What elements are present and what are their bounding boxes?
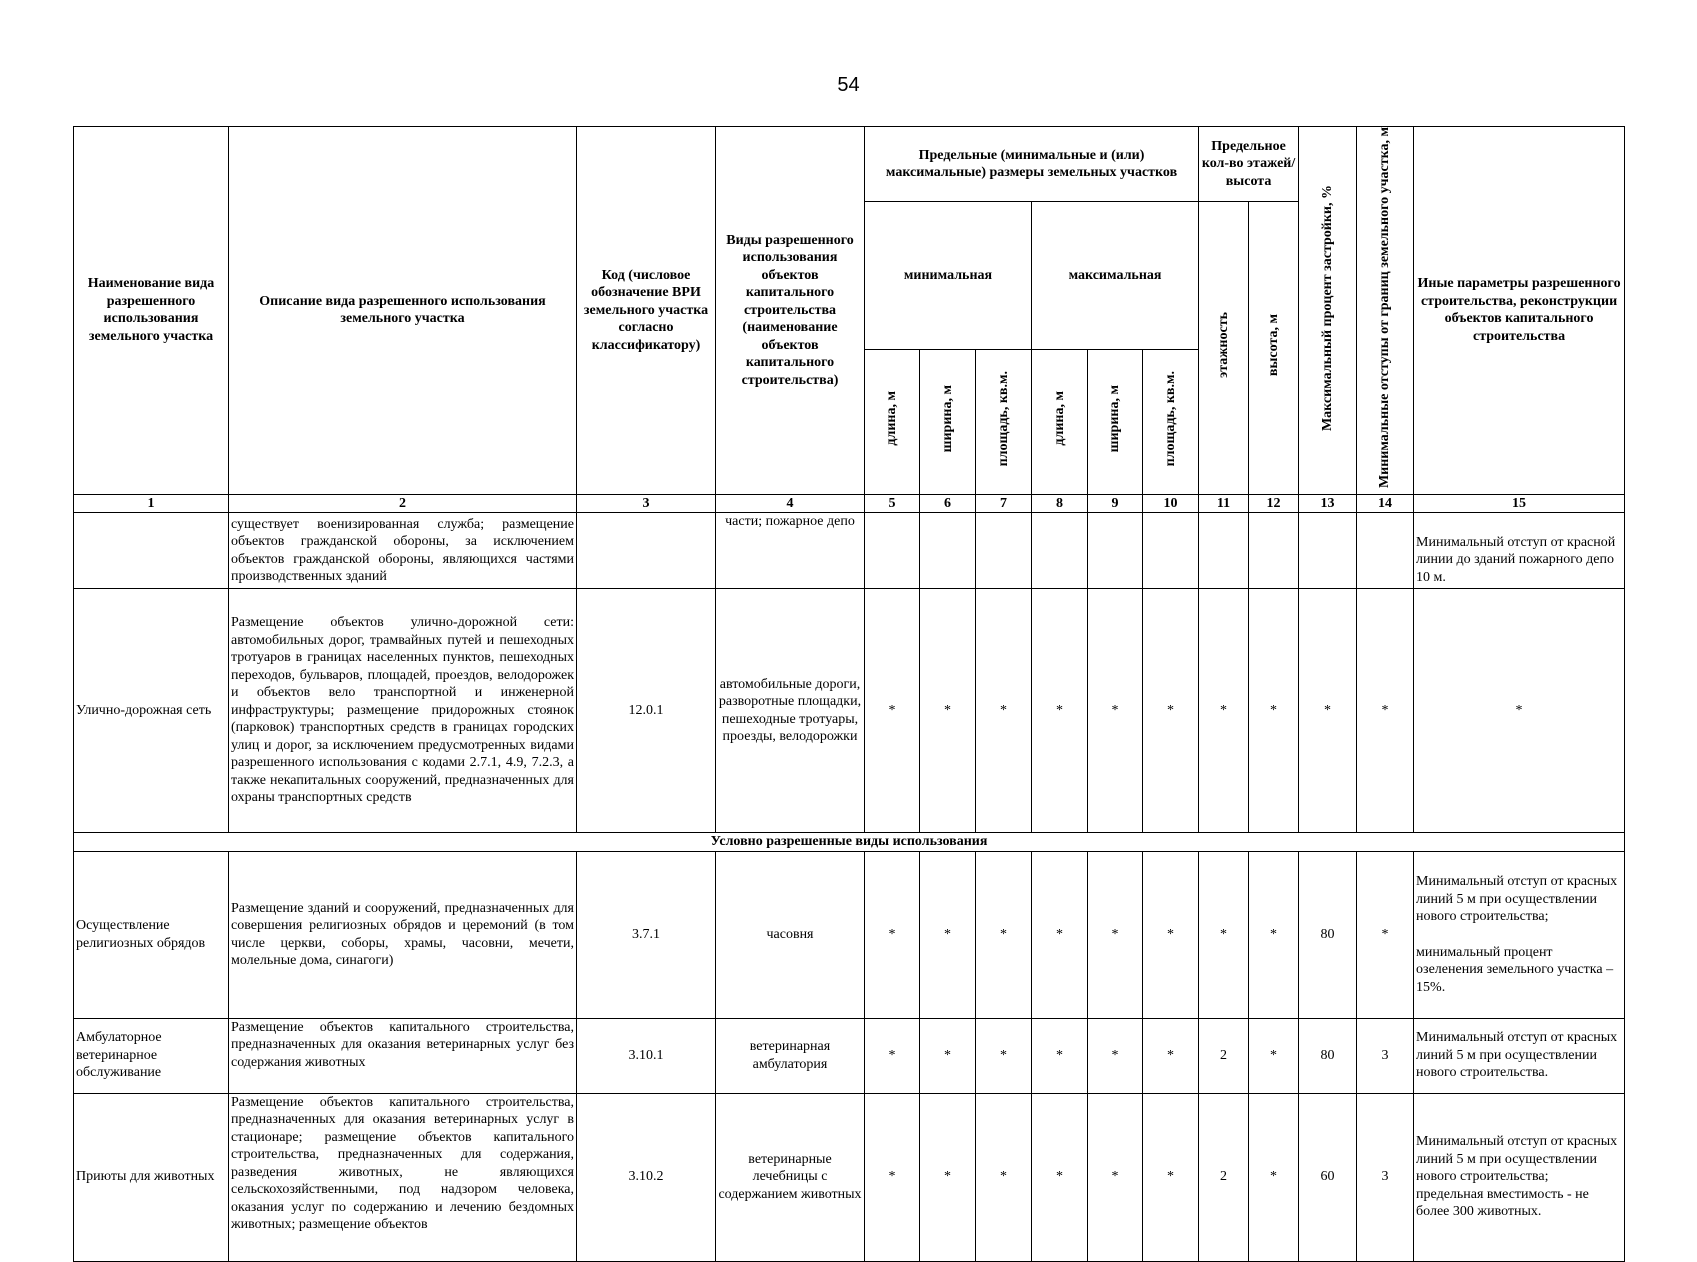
header-floors-height: Предельное кол-во этажей/ высота — [1199, 127, 1299, 202]
row-value: * — [1199, 851, 1249, 1018]
row-code: 3.10.2 — [577, 1093, 716, 1261]
row-value: * — [920, 1018, 976, 1093]
col-num: 5 — [865, 494, 920, 513]
row-name: Осуществление религиозных обрядов — [74, 851, 229, 1018]
column-number-row — [74, 494, 1625, 513]
col-num: 7 — [976, 494, 1032, 513]
row-code: 3.10.1 — [577, 1018, 716, 1093]
header-max-area: площадь, кв.м. — [1143, 349, 1199, 494]
row-value: * — [1143, 589, 1199, 833]
row-value: * — [1032, 1093, 1088, 1261]
row-value: 60 — [1299, 1093, 1357, 1261]
other-param-line: Минимальный отступ от красных линий 5 м при осуществлении нового строительства; — [1416, 1134, 1618, 1185]
row-kinds: части; пожарное депо — [716, 513, 865, 589]
section-row — [74, 833, 1625, 852]
table-row — [74, 1018, 1625, 1093]
row-value — [1249, 513, 1299, 589]
row-value: * — [920, 589, 976, 833]
header-min-width: ширина, м — [920, 349, 976, 494]
header-max-width: ширина, м — [1088, 349, 1143, 494]
table-row — [74, 513, 1625, 589]
col-num: 2 — [229, 494, 577, 513]
header-maximum: максимальная — [1032, 202, 1199, 350]
zoning-regulations-table — [73, 126, 1625, 1262]
row-other-params — [1414, 851, 1625, 1018]
row-code — [577, 513, 716, 589]
row-value: * — [976, 1093, 1032, 1261]
row-description: существует военизированная служба; размещение объектов гражданской обороны, за исключением объектов гражданской обороны, являющихся частями производственных зданий — [229, 513, 577, 589]
row-name: Амбулаторное ветеринарное обслуживание — [74, 1018, 229, 1093]
col-num: 15 — [1414, 494, 1625, 513]
other-param-line: предельная вместимость - не более 300 животных. — [1416, 1186, 1589, 1220]
row-value — [1299, 513, 1357, 589]
row-value: * — [865, 1093, 920, 1261]
row-value: 3 — [1357, 1018, 1414, 1093]
row-other-params: Минимальный отступ от красной линии до зданий пожарного депо 10 м. — [1414, 513, 1625, 589]
header-height: высота, м — [1249, 202, 1299, 495]
table-row — [74, 589, 1625, 833]
row-value — [1032, 513, 1088, 589]
col-num: 4 — [716, 494, 865, 513]
header-row-1 — [74, 127, 1625, 202]
row-value: * — [1032, 1018, 1088, 1093]
col-num: 12 — [1249, 494, 1299, 513]
row-other-params — [1414, 1093, 1625, 1261]
row-name: Улично-дорожная сеть — [74, 589, 229, 833]
row-value: * — [1088, 1018, 1143, 1093]
row-value: 3 — [1357, 1093, 1414, 1261]
row-value: * — [1249, 589, 1299, 833]
row-value: * — [976, 589, 1032, 833]
row-value: * — [1088, 589, 1143, 833]
other-param-line: Минимальный отступ от красных линий 5 м при осуществлении нового строительства; — [1416, 874, 1618, 925]
row-code: 3.7.1 — [577, 851, 716, 1018]
section-title: Условно разрешенные виды использования — [74, 833, 1625, 852]
col-num: 1 — [74, 494, 229, 513]
row-description: Размещение зданий и сооружений, предназначенных для совершения религиозных обрядов и церемоний (в том числе церкви, соборы, храмы, часовни, мечети, молельные дома, синагоги) — [229, 851, 577, 1018]
header-kinds: Виды разрешенного использования объектов капитального строительства (наименование объектов капитального строительства) — [716, 127, 865, 495]
row-value: * — [1143, 851, 1199, 1018]
header-min-setbacks: Минимальные отступы от границ земельного участка, м — [1357, 127, 1414, 495]
header-name: Наименование вида разрешенного использования земельного участка — [74, 127, 229, 495]
row-value: 80 — [1299, 851, 1357, 1018]
row-value: * — [1249, 1093, 1299, 1261]
row-other-params: * — [1414, 589, 1625, 833]
row-value: * — [1357, 589, 1414, 833]
row-value: * — [1199, 589, 1249, 833]
row-name: Приюты для животных — [74, 1093, 229, 1261]
row-value: * — [1357, 851, 1414, 1018]
row-value: * — [1088, 851, 1143, 1018]
table-row — [74, 851, 1625, 1018]
row-value — [1357, 513, 1414, 589]
row-value: * — [865, 1018, 920, 1093]
row-value — [1143, 513, 1199, 589]
row-description: Размещение объектов капитального строительства, предназначенных для оказания ветеринарных услуг в стационаре; размещение объектов капитального строительства, предназначенных для содержания, разведения животных, не являющихся сельскохозяйственными, под надзором человека, оказания услуг по содержанию и лечению бездомных животных; размещение объектов — [229, 1093, 577, 1261]
row-value — [865, 513, 920, 589]
col-num: 9 — [1088, 494, 1143, 513]
row-value: * — [920, 851, 976, 1018]
row-value — [976, 513, 1032, 589]
table-row — [74, 1093, 1625, 1261]
row-description: Размещение объектов капитального строительства, предназначенных для оказания ветеринарных услуг без содержания животных — [229, 1018, 577, 1093]
col-num: 8 — [1032, 494, 1088, 513]
col-num: 10 — [1143, 494, 1199, 513]
row-description: Размещение объектов улично-дорожной сети: автомобильных дорог, трамвайных путей и пешеходных тротуаров в границах населенных пунктов, пешеходных переходов, бульваров, площадей, проездов, велодорожек и объектов вело транспортной и инженерной инфраструктуры; размещение придорожных стоянок (парковок) транспортных средств в границах городских улиц и дорог, за исключением предусмотренных видами разрешенного использования с кодами 2.7.1, 4.9, 7.2.3, а также некапитальных сооружений, предназначенных для охраны транспортных средств — [229, 589, 577, 833]
header-max-building-percent: Максимальный процент застройки, % — [1299, 127, 1357, 495]
header-floors: этажность — [1199, 202, 1249, 495]
row-value: * — [1143, 1018, 1199, 1093]
row-value: 2 — [1199, 1093, 1249, 1261]
row-value — [1088, 513, 1143, 589]
row-value: 80 — [1299, 1018, 1357, 1093]
header-description: Описание вида разрешенного использования земельного участка — [229, 127, 577, 495]
row-value: * — [1088, 1093, 1143, 1261]
row-value — [1199, 513, 1249, 589]
row-value: 2 — [1199, 1018, 1249, 1093]
row-value: * — [865, 851, 920, 1018]
row-value: * — [1249, 1018, 1299, 1093]
col-num: 14 — [1357, 494, 1414, 513]
row-value: * — [1143, 1093, 1199, 1261]
other-param-line: минимальный процент озеленения земельного участка – 15%. — [1416, 944, 1614, 995]
header-minimum: минимальная — [865, 202, 1032, 350]
col-num: 3 — [577, 494, 716, 513]
col-num: 13 — [1299, 494, 1357, 513]
row-value: * — [865, 589, 920, 833]
header-min-length: длина, м — [865, 349, 920, 494]
row-value: * — [1249, 851, 1299, 1018]
header-max-length: длина, м — [1032, 349, 1088, 494]
header-min-area: площадь, кв.м. — [976, 349, 1032, 494]
row-value: * — [920, 1093, 976, 1261]
row-value: * — [1032, 851, 1088, 1018]
row-kinds: часовня — [716, 851, 865, 1018]
row-kinds: автомобильные дороги, разворотные площадки, пешеходные тротуары, проезды, велодорожки — [716, 589, 865, 833]
row-other-params: Минимальный отступ от красных линий 5 м при осуществлении нового строительства. — [1414, 1018, 1625, 1093]
col-num: 6 — [920, 494, 976, 513]
row-kinds: ветеринарная амбулатория — [716, 1018, 865, 1093]
row-value: * — [976, 851, 1032, 1018]
header-plot-sizes: Предельные (минимальные и (или) максимальные) размеры земельных участков — [865, 127, 1199, 202]
row-kinds: ветеринарные лечебницы с содержанием животных — [716, 1093, 865, 1261]
row-value: * — [1032, 589, 1088, 833]
col-num: 11 — [1199, 494, 1249, 513]
row-value: * — [1299, 589, 1357, 833]
row-value — [920, 513, 976, 589]
header-code: Код (числовое обозначение ВРИ земельного участка согласно классификатору) — [577, 127, 716, 495]
page-number: 54 — [837, 74, 860, 96]
row-name — [74, 513, 229, 589]
header-other-params: Иные параметры разрешенного строительства, реконструкции объектов капитального строительства — [1414, 127, 1625, 495]
row-code: 12.0.1 — [577, 589, 716, 833]
row-value: * — [976, 1018, 1032, 1093]
